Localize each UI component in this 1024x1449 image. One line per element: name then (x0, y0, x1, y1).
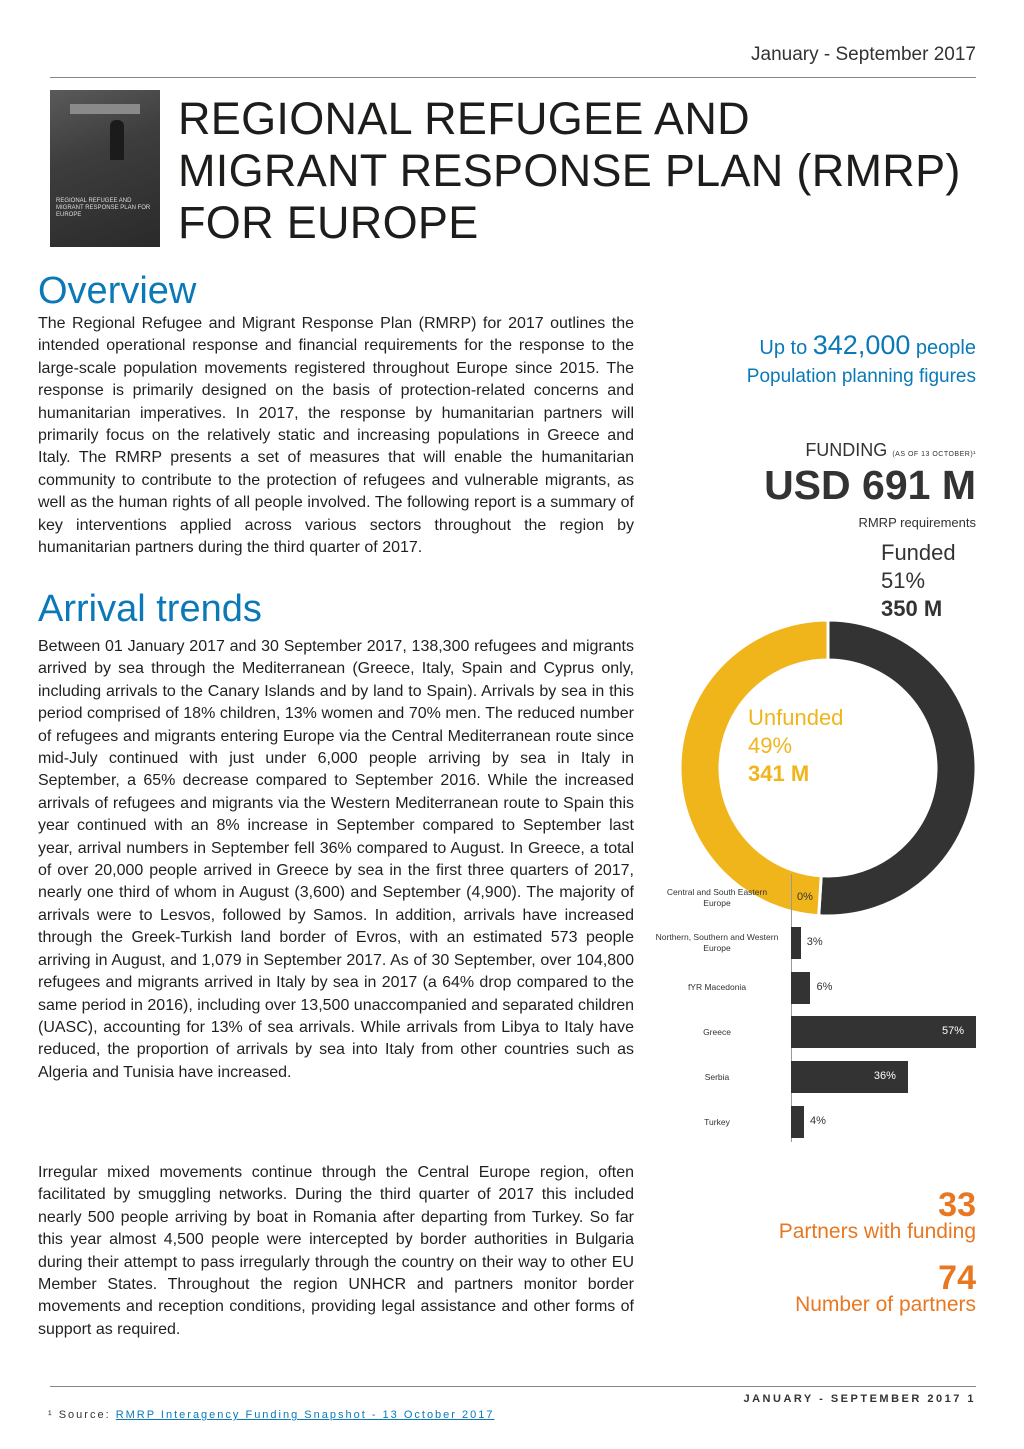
bar (791, 972, 810, 1004)
bar (791, 1106, 804, 1138)
population-number: 342,000 (812, 330, 911, 360)
funding-requirements-label: RMRP requirements (858, 515, 976, 530)
funding-note: (AS OF 13 OCTOBER)¹ (892, 451, 976, 458)
bar-value-label: 0% (797, 891, 813, 903)
bar-label: Serbia (704, 1071, 730, 1082)
title-line-3: FOR EUROPE (178, 197, 479, 248)
arrival-trends-heading: Arrival trends (38, 588, 262, 630)
funding-amount: USD 691 M (764, 462, 976, 508)
footnote-source: ¹ Source: RMRP Interagency Funding Snapshot - 13 October 2017 (48, 1409, 495, 1421)
partners-number: 74 (938, 1259, 976, 1297)
bar-label: Central and South Eastern Europe (666, 887, 768, 908)
population-label: Population planning figures (746, 366, 976, 387)
title-line-2: MIGRANT RESPONSE PLAN (RMRP) (178, 145, 961, 196)
arrival-trends-text-1: Between 01 January 2017 and 30 September 2017, 138,300 refugees and migrants arrived by sea through the Mediterranean (Greece, Italy, Spain and Cyprus only, including arrivals to the Canary Islands and by land to Spain). Arrivals by sea in this period comprised of 18% children, 13% women and 70% men. The reduced number of refugees and migrants entering Europe via the Central Mediterranean route since mid-July continued with just under 6,000 people arriving by sea in Italy in September, a 65% decrease compared to September 2016. While the increased arrivals of refugees and migrants via the Western Mediterranean route to Spain this year continued with an 8% increase in September compared to September last year, arrival numbers in September fell 36% compared to August. In Greece, a total of over 20,000 people arrived in Greece by sea in the first three quarters of 2017, nearly one third of whom in August (3,600) and September (4,900). The majority of arrivals were to Lesvos, followed by Samos. In addition, arrivals have increased through the Greek-Turkish land border of Evros, with an estimated 573 people arriving in August, and 1,079 in September 2017. As of 30 September, over 104,800 refugees and migrants arrived in Italy by sea in 2017 (a 64% drop compared to the same period in 2016), including over 13,500 unaccompanied and separated children (UASC), accounting for 13% of sea arrivals. While arrivals from Libya to Italy have reduced, the proportion of arrivals by sea into Italy from other countries such as Algeria and Tunisia have increased. (38, 638, 634, 1081)
arrival-trends-text-2: Irregular mixed movements continue through the Central Europe region, often facilitated by smuggling networks. During the third quarter of 2017 this included nearly 500 people arriving by boat in Romania after departing from Turkey. So far this year almost 4,500 people were intercepted by border authorities in Bulgaria during their attempt to pass irregularly through the country on their way to other EU Member States. Throughout the region UNHCR and partners monitor border movements and reception conditions, providing legal assistance and other forms of support as required. (38, 1164, 634, 1338)
cover-text: REGIONAL REFUGEE AND MIGRANT RESPONSE PLAN FOR EUROPE (56, 198, 151, 218)
overview-text: The Regional Refugee and Migrant Response Plan (RMRP) for 2017 outlines the intended operational response and financial requirements for the response to the large-scale population movements registered throughout Europe since 2015. The response is primarily designed on the basis of protection-related concerns and humanitarian imperatives. In 2017, the response by humanitarian partners will primarily focus on the relatively static and increasing populations in Greece and Italy. The RMRP presents a set of measures that will enable the humanitarian community to contribute to the protection of refugees and vulnerable migrants, as well as the human rights of all people involved. The following report is a summary of key interventions applied across various sectors throughout the region by humanitarian partners during the third quarter of 2017. (38, 315, 634, 557)
partners-funded-number: 33 (938, 1186, 976, 1224)
footer-page-info: JANUARY - SEPTEMBER 2017 1 (743, 1393, 976, 1405)
bar-value-label: 57% (942, 1025, 965, 1038)
unfunded-legend: Unfunded 49% 341 M (748, 705, 844, 786)
bar-value-label: 4% (809, 1115, 826, 1127)
overview-heading: Overview (38, 270, 197, 312)
bar-value-label: 3% (806, 935, 823, 948)
bar-label: fYR Macedonia (687, 982, 747, 993)
bottom-divider (50, 1386, 976, 1387)
bar-chart-axis (791, 874, 792, 1142)
bar-value-label: 6% (816, 980, 833, 993)
page-title (178, 93, 968, 249)
cover-thumbnail (50, 90, 160, 247)
bar (791, 927, 801, 959)
partners-label: Number of partners (795, 1293, 976, 1316)
population-figure: Up to 342,000 people (759, 330, 976, 360)
funding-label: FUNDING (AS OF 13 OCTOBER)¹ (805, 440, 976, 460)
bar-label: Turkey (704, 1116, 730, 1127)
bar-label: Greece (703, 1026, 731, 1037)
report-period: January - September 2017 (751, 44, 976, 65)
funded-legend: Funded 51% 350 M (881, 540, 956, 621)
source-link[interactable]: RMRP Interagency Funding Snapshot - 13 October 2017 (115, 1409, 495, 1421)
top-divider (50, 77, 976, 78)
bar-value-label: 36% (873, 1070, 896, 1083)
bar-label: Northern, Southern and Western Europe (655, 931, 779, 953)
title-line-1: REGIONAL REFUGEE AND (178, 93, 750, 144)
partners-funded-label: Partners with funding (778, 1220, 976, 1243)
